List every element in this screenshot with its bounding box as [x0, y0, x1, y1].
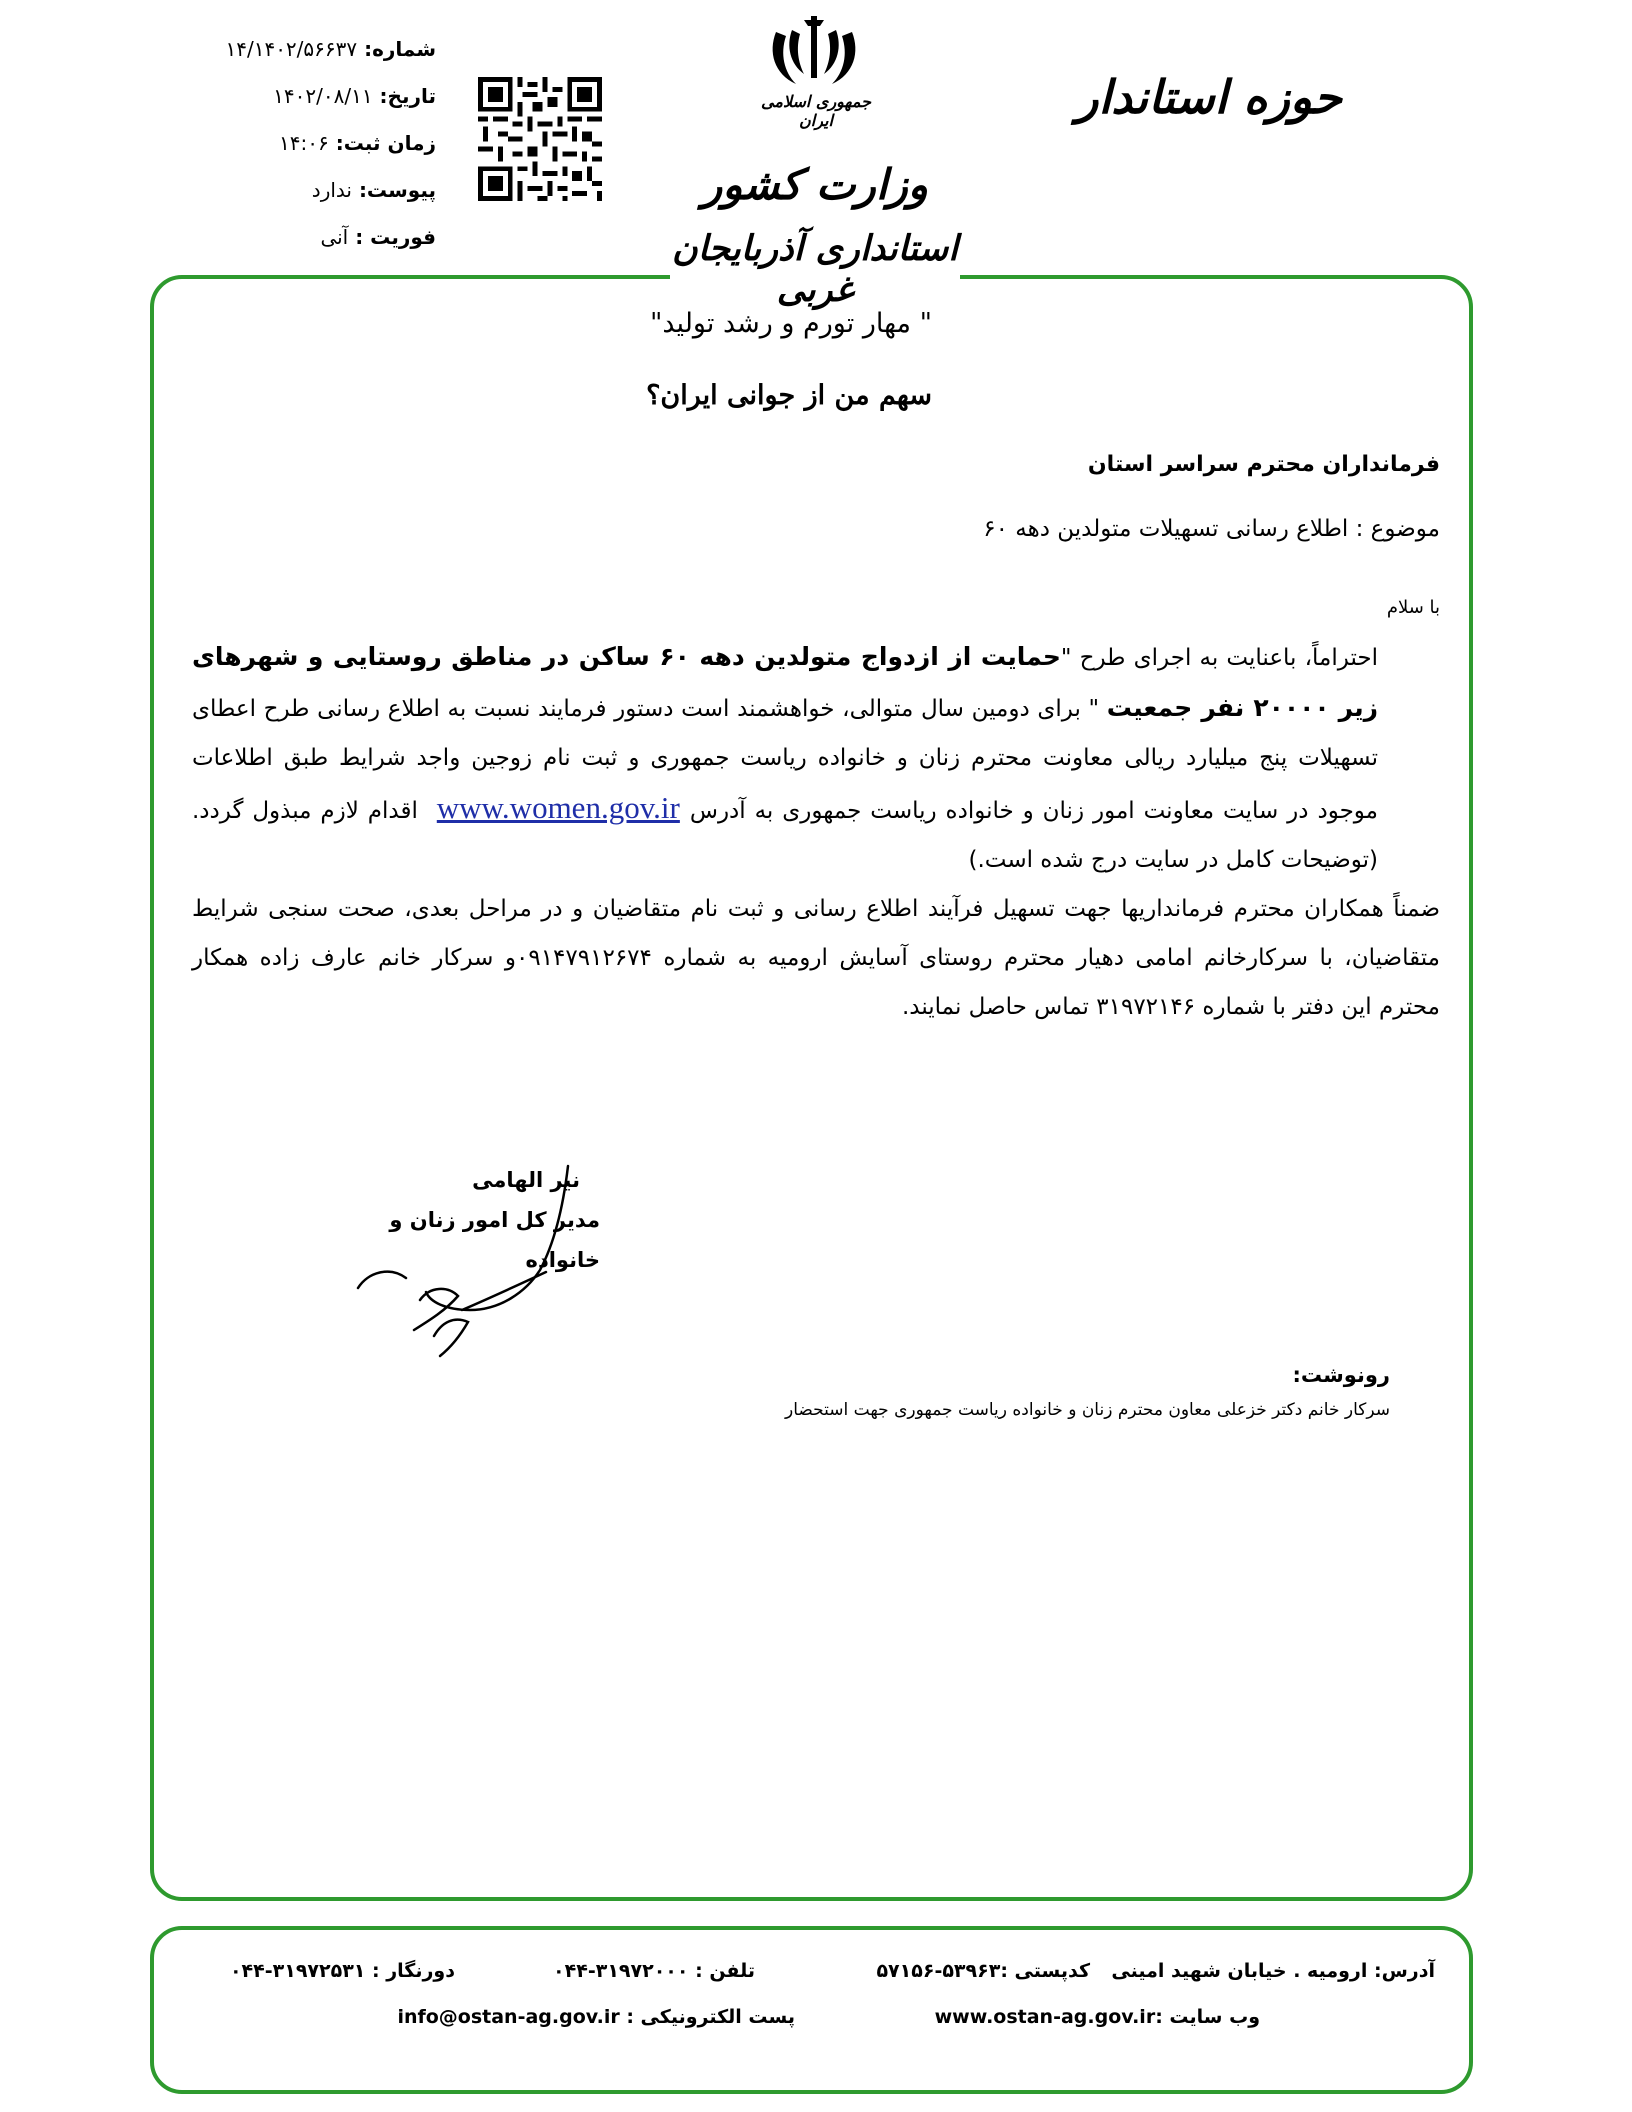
letter-meta: [196, 26, 436, 261]
footer-address: آدرس: ارومیه . خیابان شهید امینی: [1111, 1960, 1435, 1982]
paragraph-1: [192, 632, 1440, 885]
addressee: فرمانداران محترم سراسر استان: [1087, 452, 1440, 477]
meta-attachment-label: پیوست:: [358, 178, 436, 202]
meta-date-label: تاریخ:: [379, 84, 436, 108]
footer-website[interactable]: وب سایت :www.ostan-ag.gov.ir: [934, 2006, 1260, 2028]
footer-frame: [150, 1926, 1473, 2094]
letter-body: [192, 632, 1440, 1032]
footer-phone: تلفن : ۳۱۹۷۲۰۰۰-۰۴۴: [553, 1960, 755, 1982]
signer-name: نیر الهامی: [472, 1168, 580, 1192]
program-title: حمایت از ازدواج متولدین دهه ۶۰ ساکن در مناطق روستایی و شهرهای زیر ۲۰۰۰۰ نفر جمعیت: [192, 642, 1378, 722]
women-site-link[interactable]: www.women.gov.ir: [436, 790, 680, 825]
footer-postal-code: کدپستی :۵۳۹۶۳-۵۷۱۵۶: [876, 1960, 1090, 1982]
province-title: استانداری آذربایجان غربی: [670, 228, 960, 310]
meta-time-value: ۱۴:۰۶: [279, 131, 329, 155]
meta-priority: [196, 214, 436, 261]
meta-date-value: ۱۴۰۲/۰۸/۱۱: [273, 84, 373, 108]
footer-email[interactable]: پست الکترونیکی : info@ostan-ag.gov.ir: [397, 2006, 795, 2028]
greeting: با سلام: [1386, 597, 1440, 618]
paragraph-2: ضمناً همکاران محترم فرمانداریها جهت تسهیل فرآیند اطلاع رسانی و ثبت نام متقاضیان و در مراحل بعدی، صحت سنجی شرایط متقاضیان، با سرکارخانم امامی دهیار محترم روستای آسایش ارومیه به شماره ۰۹۱۴۷۹۱۲۶۷۴و سرکار خانم عارف زاده همکار محترم این دفتر با شماره ۳۱۹۷۲۱۴۶ تماس حاصل نمایند.: [192, 896, 1440, 1020]
cc-recipient: سرکار خانم دکتر خزعلی معاون محترم زنان و خانواده ریاست جمهوری جهت استحضار: [785, 1400, 1390, 1420]
meta-number-label: شماره:: [364, 37, 436, 61]
meta-priority-label: فوریت :: [355, 225, 436, 249]
meta-attachment: [196, 167, 436, 214]
slogan-line-1: " مهار تورم و رشد تولید": [649, 308, 932, 339]
meta-attachment-value: ندارد: [311, 178, 352, 202]
paragraph-1-intro: احتراماً، باعنایت به اجرای طرح ": [1060, 645, 1378, 671]
slogan-line-2: سهم من از جوانی ایران؟: [646, 380, 932, 411]
meta-date: [196, 73, 436, 120]
signature-icon: [350, 1160, 580, 1360]
meta-number: [196, 26, 436, 73]
paragraph-1-text: " برای دومین سال متوالی، خواهشمند است دستور فرمایند نسبت به اطلاع رسانی طرح اعطای تسهیلات پنج میلیارد ریالی معاونت محترم زنان و خانواده ریاست جمهوری و ثبت نام زوجین واجد شرایط طبق اطلاعات موجود در سایت معاونت امور زنان و خانواده ریاست جمهوری به آدرس: [192, 696, 1378, 824]
meta-number-value: ۱۴/۱۴۰۲/۵۶۶۳۷: [225, 37, 358, 61]
paragraph-1-end: اقدام لازم مبذول گردد. (توضیحات کامل در سایت درج شده است.): [192, 798, 1378, 873]
subject-line: موضوع : اطلاع رسانی تسهیلات متولدین دهه ۶۰: [983, 516, 1440, 542]
republic-title: جمهوری اسلامی ایران: [761, 92, 871, 130]
signer-title: مدیر کل امور زنان و خانواده: [389, 1208, 600, 1272]
qr-code-icon: [478, 77, 602, 201]
ministry-title: وزارت کشور: [701, 160, 929, 209]
meta-priority-value: آنی: [320, 225, 349, 249]
meta-time-label: زمان ثبت:: [335, 131, 436, 155]
cc-label: رونوشت:: [1292, 1363, 1390, 1387]
iran-emblem-icon: [766, 12, 862, 90]
footer-fax: دورنگار : ۳۱۹۷۲۵۳۱-۰۴۴: [229, 1960, 455, 1982]
department-heading: حوزه استاندار: [1076, 70, 1342, 124]
meta-time: [196, 120, 436, 167]
